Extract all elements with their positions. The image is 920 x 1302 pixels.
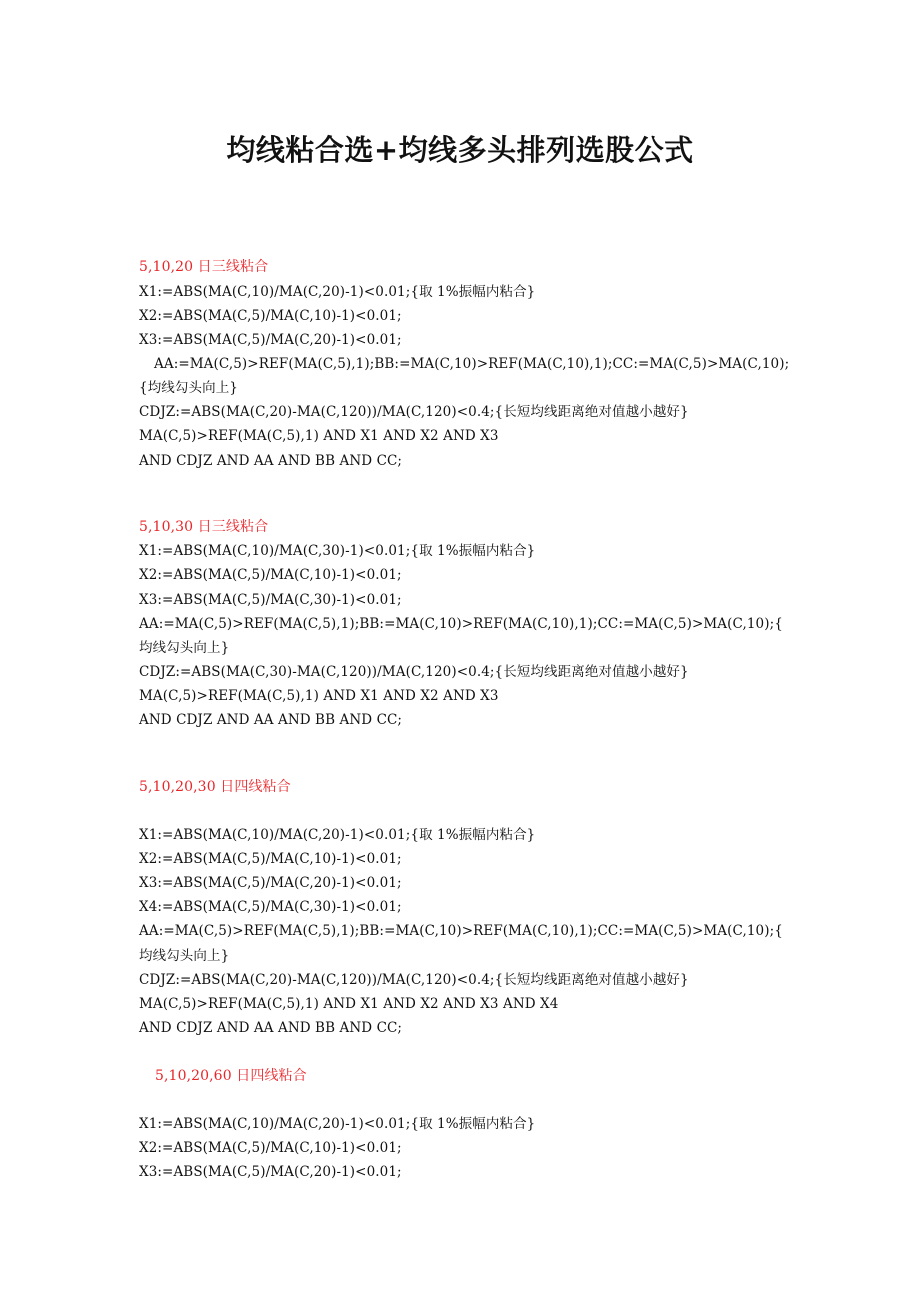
section-2-heading: 5,10,30 日三线粘合 — [139, 519, 269, 535]
section-2-line-3: X3:=ABS(MA(C,5)/MA(C,30)-1)<0.01; — [139, 592, 402, 608]
section-1-line-3: X3:=ABS(MA(C,5)/MA(C,20)-1)<0.01; — [139, 332, 402, 348]
section-1-line-1: X1:=ABS(MA(C,10)/MA(C,20)-1)<0.01;{取 1%振幅内粘合} — [139, 284, 536, 300]
section-3-line-1: X1:=ABS(MA(C,10)/MA(C,20)-1)<0.01;{取 1%振幅内粘合} — [139, 827, 536, 843]
section-3-line-7: CDJZ:=ABS(MA(C,20)-MA(C,120))/MA(C,120)<0.4;{长短均线距离绝对值越小越好} — [139, 972, 689, 988]
section-1-line-4: AA:=MA(C,5)>REF(MA(C,5),1);BB:=MA(C,10)>REF(MA(C,10),1);CC:=MA(C,5)>MA(C,10); — [154, 356, 790, 372]
section-2-line-4: AA:=MA(C,5)>REF(MA(C,5),1);BB:=MA(C,10)>REF(MA(C,10),1);CC:=MA(C,5)>MA(C,10);{ — [139, 616, 783, 632]
section-3-line-6: 均线勾头向上} — [139, 948, 230, 964]
section-3-line-5: AA:=MA(C,5)>REF(MA(C,5),1);BB:=MA(C,10)>REF(MA(C,10),1);CC:=MA(C,5)>MA(C,10);{ — [139, 923, 783, 939]
section-3-line-9: AND CDJZ AND AA AND BB AND CC; — [139, 1020, 403, 1036]
section-2-line-8: AND CDJZ AND AA AND BB AND CC; — [139, 712, 403, 728]
section-1-heading: 5,10,20 日三线粘合 — [139, 259, 269, 275]
section-2-line-1: X1:=ABS(MA(C,10)/MA(C,30)-1)<0.01;{取 1%振幅内粘合} — [139, 543, 536, 559]
section-1-line-7: MA(C,5)>REF(MA(C,5),1) AND X1 AND X2 AND X3 — [139, 428, 499, 444]
section-2-line-7: MA(C,5)>REF(MA(C,5),1) AND X1 AND X2 AND X3 — [139, 688, 499, 704]
section-4-line-1: X1:=ABS(MA(C,10)/MA(C,20)-1)<0.01;{取 1%振幅内粘合} — [139, 1116, 536, 1132]
section-1-line-2: X2:=ABS(MA(C,5)/MA(C,10)-1)<0.01; — [139, 308, 402, 324]
section-4-line-2: X2:=ABS(MA(C,5)/MA(C,10)-1)<0.01; — [139, 1140, 402, 1156]
section-4-line-3: X3:=ABS(MA(C,5)/MA(C,20)-1)<0.01; — [139, 1164, 402, 1180]
document-title: 均线粘合选+均线多头排列选股公式 — [226, 133, 694, 167]
section-3-heading: 5,10,20,30 日四线粘合 — [139, 779, 291, 795]
section-3-line-3: X3:=ABS(MA(C,5)/MA(C,20)-1)<0.01; — [139, 875, 402, 891]
section-2-line-5: 均线勾头向上} — [139, 640, 230, 656]
section-2-line-2: X2:=ABS(MA(C,5)/MA(C,10)-1)<0.01; — [139, 567, 402, 583]
section-1-line-6: CDJZ:=ABS(MA(C,20)-MA(C,120))/MA(C,120)<0.4;{长短均线距离绝对值越小越好} — [139, 404, 689, 420]
section-1-line-8: AND CDJZ AND AA AND BB AND CC; — [139, 453, 403, 469]
section-3-line-4: X4:=ABS(MA(C,5)/MA(C,30)-1)<0.01; — [139, 899, 402, 915]
section-2-line-6: CDJZ:=ABS(MA(C,30)-MA(C,120))/MA(C,120)<0.4;{长短均线距离绝对值越小越好} — [139, 664, 689, 680]
section-3-line-8: MA(C,5)>REF(MA(C,5),1) AND X1 AND X2 AND X3 AND X4 — [139, 996, 559, 1012]
section-4-heading: 5,10,20,60 日四线粘合 — [155, 1068, 307, 1084]
section-1-line-5: {均线勾头向上} — [139, 380, 238, 396]
section-3-line-2: X2:=ABS(MA(C,5)/MA(C,10)-1)<0.01; — [139, 851, 402, 867]
